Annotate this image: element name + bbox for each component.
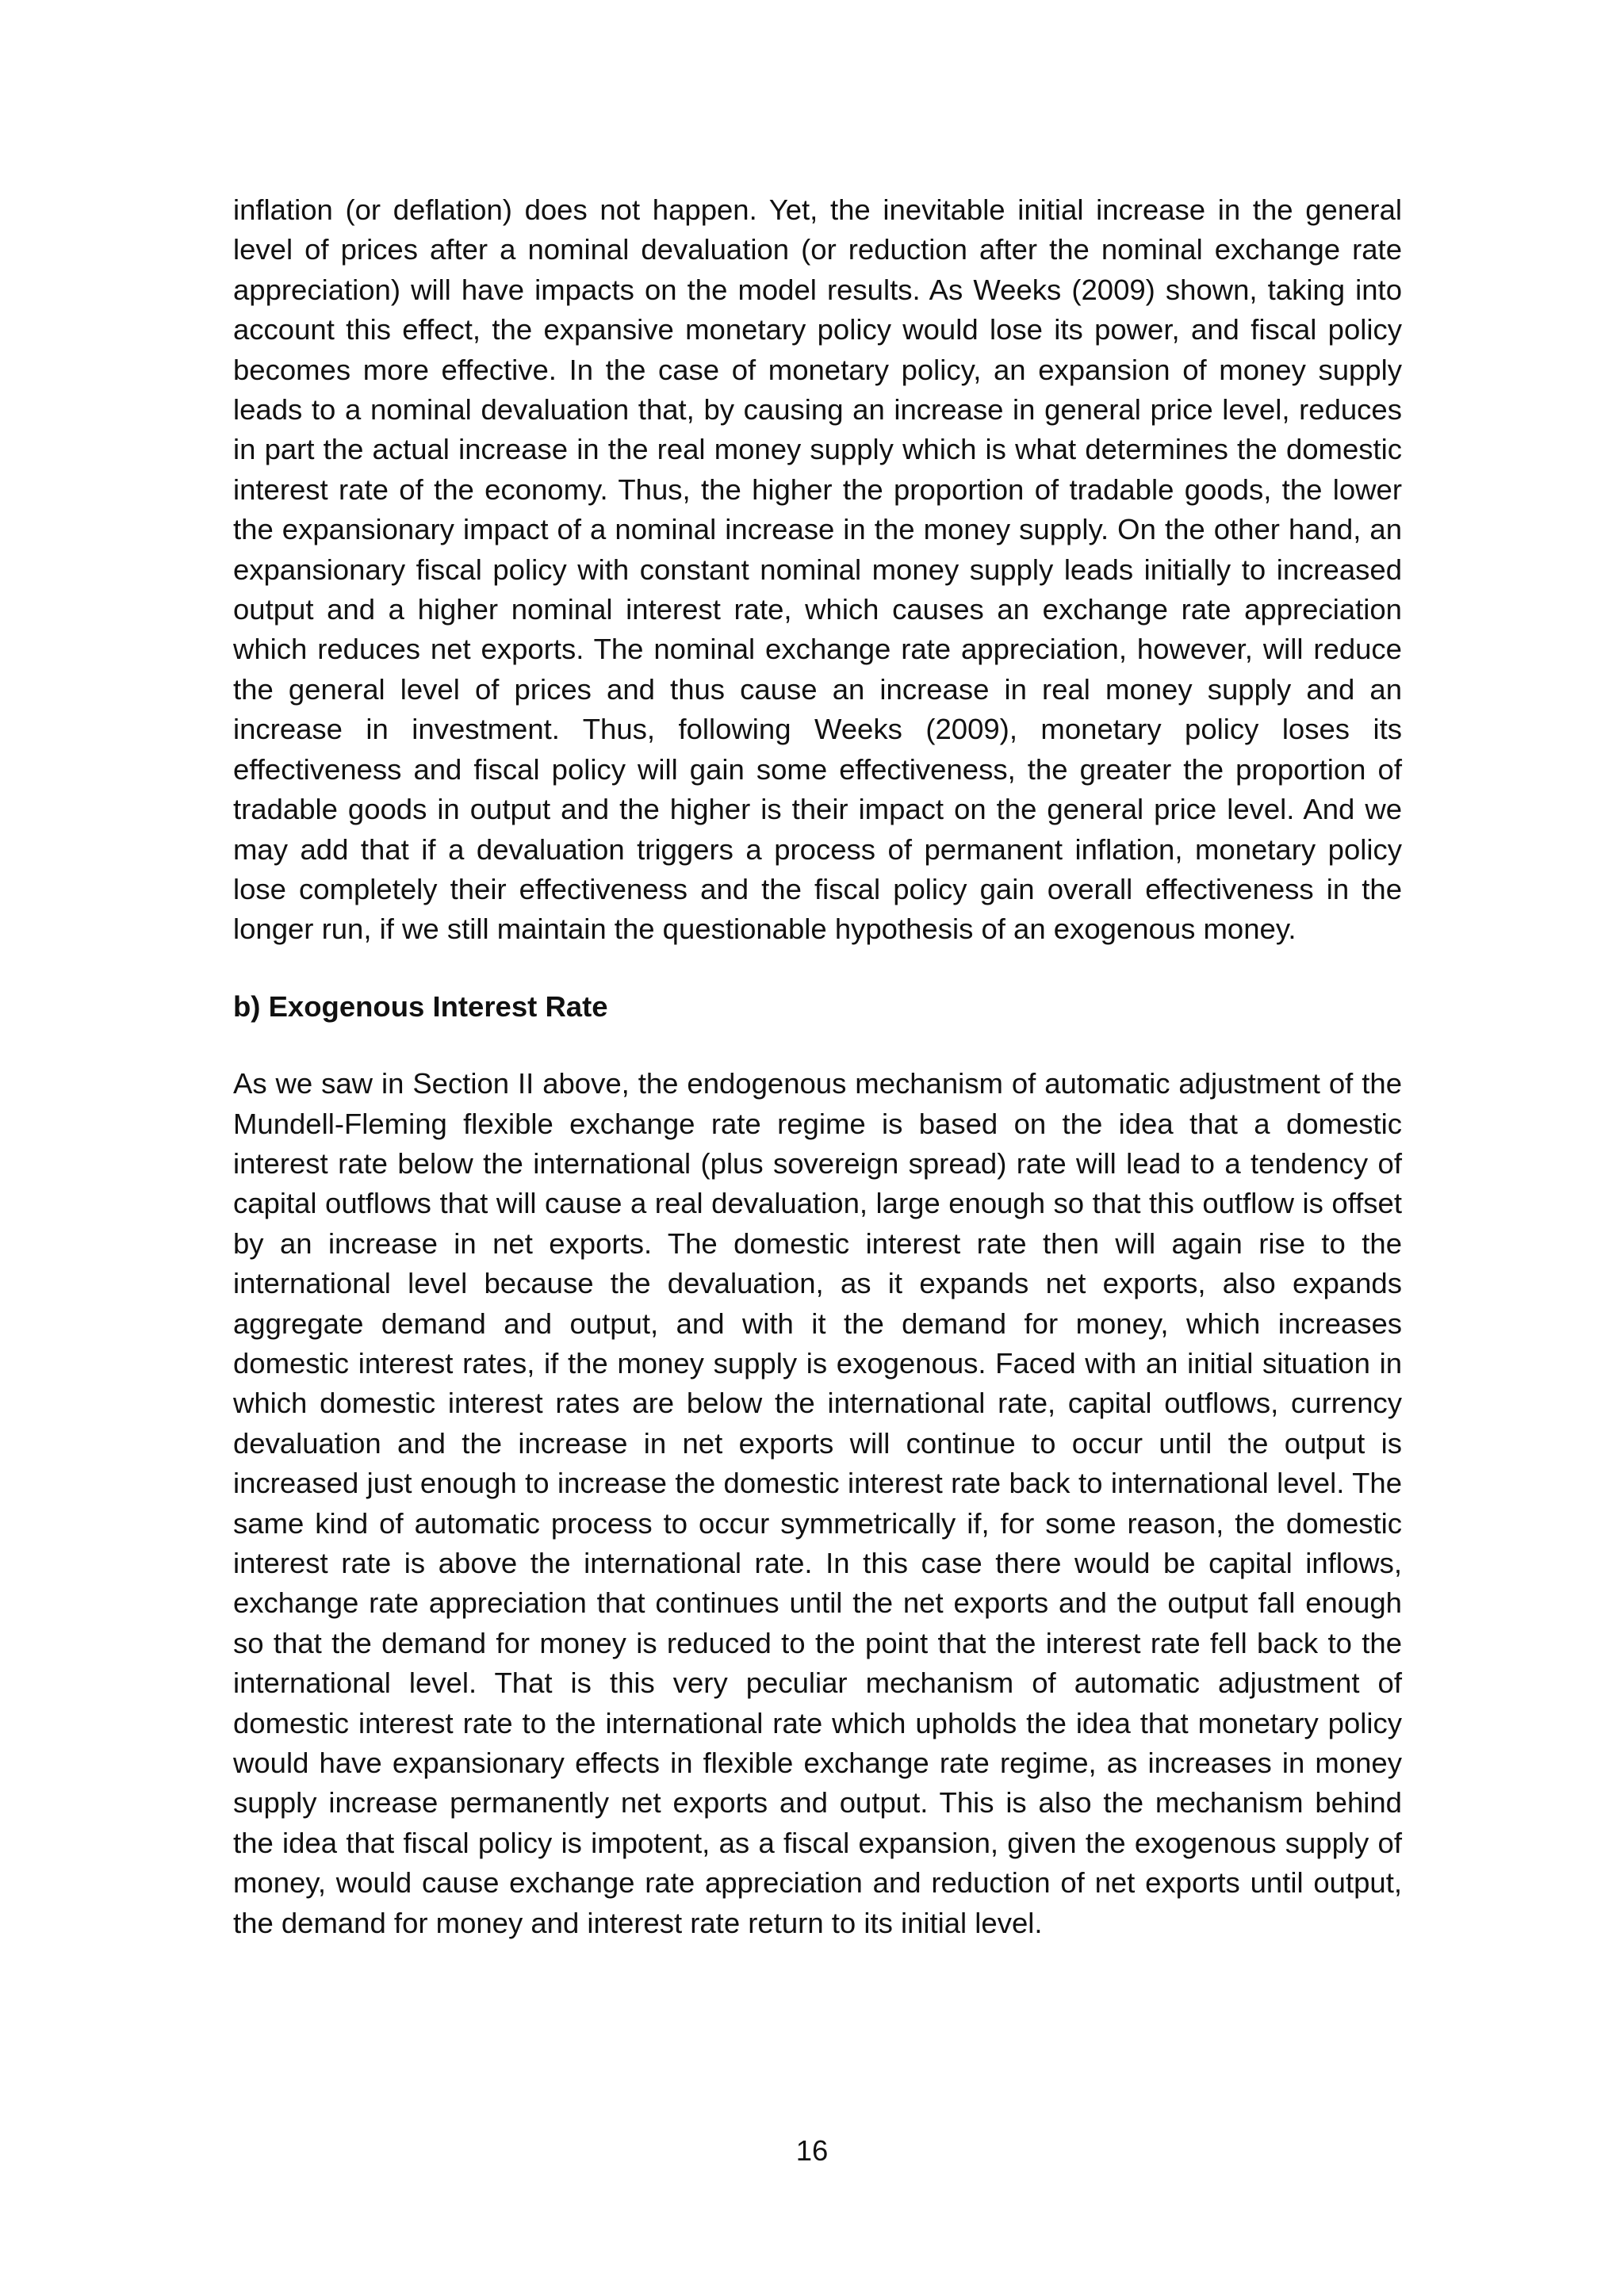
body-paragraph-1: inflation (or deflation) does not happen. Yet, the inevitable initial increase in the general level of prices after a nominal devaluation (or reduction after the nominal exchange rate appreciation) will have impacts on the model results. As Weeks (2009) shown, taking into account this effect, the expansive monetary policy would lose its power, and fiscal policy becomes more effective. In the case of monetary policy, an expansion of money supply leads to a nominal devaluation that, by causing an increase in general price level, reduces in part the actual increase in the real money supply which is what determines the domestic interest rate of the economy. Thus, the higher the proportion of tradable goods, the lower the expansionary impact of a nominal increase in the money supply. On the other hand, an expansionary fiscal policy with constant nominal money supply leads initially to increased output and a higher nominal interest rate, which causes an exchange rate appreciation which reduces net exports. The nominal exchange rate appreciation, however, will reduce the general level of prices and thus cause an increase in real money supply and an increase in investment. Thus, following Weeks (2009), monetary policy loses its effectiveness and fiscal policy will gain some effectiveness, the greater the proportion of tradable goods in output and the higher is their impact on the general price level. And we may add that if a devaluation triggers a process of permanent inflation, monetary policy lose completely their effectiveness and the fiscal policy gain overall effectiveness in the longer run, if we still maintain the questionable hypothesis of an exogenous money. <box>233 193 1402 946</box>
section-heading: b) Exogenous Interest Rate <box>233 989 608 1023</box>
page-number: 16 <box>795 2134 829 2167</box>
body-paragraph-2: As we saw in Section II above, the endogenous mechanism of automatic adjustment of the Mundell-Fleming flexible exchange rate regime is based on the idea that a domestic interest rate below the international (plus sovereign spread) rate will lead to a tendency of capital outflows that will cause a real devaluation, large enough so that this outflow is offset by an increase in net exports. The domestic interest rate then will again rise to the international level because the devaluation, as it expands net exports, also expands aggregate demand and output, and with it the demand for money, which increases domestic interest rates, if the money supply is exogenous. Faced with an initial situation in which domestic interest rates are below the international rate, capital outflows, currency devaluation and the increase in net exports will continue to occur until the output is increased just enough to increase the domestic interest rate back to international level. The same kind of automatic process to occur symmetrically if, for some reason, the domestic interest rate is above the international rate. In this case there would be capital inflows, exchange rate appreciation that continues until the net exports and the output fall enough so that the demand for money is reduced to the point that the interest rate fell back to the international level. That is this very peculiar mechanism of automatic adjustment of domestic interest rate to the international rate which upholds the idea that monetary policy would have expansionary effects in flexible exchange rate regime, as increases in money supply increase permanently net exports and output. This is also the mechanism behind the idea that fiscal policy is impotent, as a fiscal expansion, given the exogenous supply of money, would cause exchange rate appreciation and reduction of net exports until output, the demand for money and interest rate return to its initial level. <box>233 1067 1402 1939</box>
document-page <box>233 190 1402 1943</box>
